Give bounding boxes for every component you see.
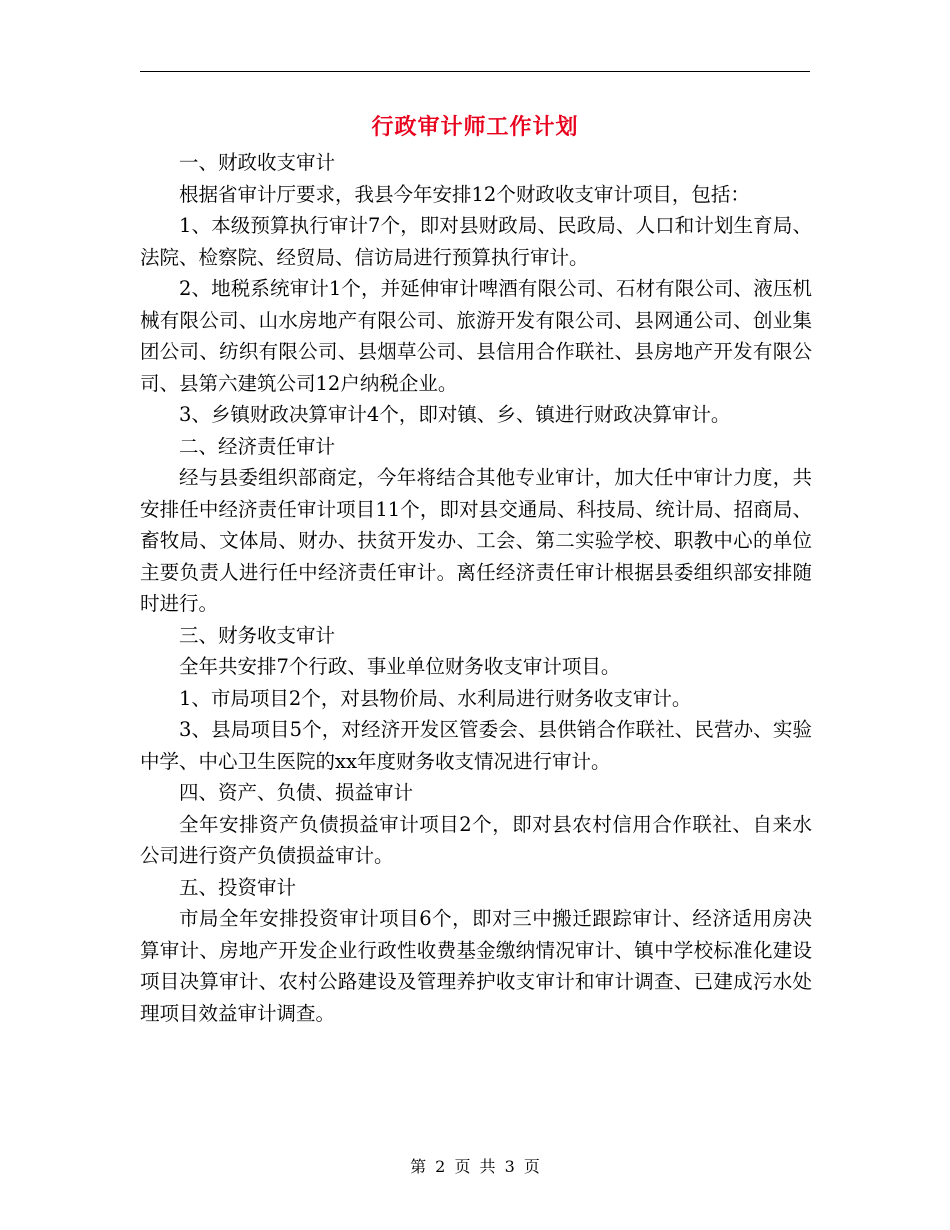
section-heading-assets: 四、资产、负债、损益审计 bbox=[179, 781, 414, 804]
section-heading-fiscal: 一、财政收支审计 bbox=[179, 151, 336, 174]
paragraph: 3、乡镇财政决算审计4个，即对镇、乡、镇进行财政决算审计。 bbox=[179, 403, 731, 426]
header-rule bbox=[140, 71, 810, 72]
paragraph: 全年共安排7个行政、事业单位财务收支审计项目。 bbox=[179, 655, 621, 678]
paragraph: 1、市局项目2个，对县物价局、水利局进行财务收支审计。 bbox=[179, 686, 692, 710]
document-title: 行政审计师工作计划 bbox=[371, 115, 579, 140]
paragraph: 经与县委组织部商定，今年将结合其他专业审计，加大任中审计力度，共安排任中经济责任审计项目11个，即对县交通局、科技局、统计局、招商局、畜牧局、文体局、财办、扶贫开发办、工会、第二实验学校、职教中心的单位主要负责人进行任中经济责任审计。离任经济责任审计根据县委组织部安排随时进行。 bbox=[140, 466, 812, 615]
document-body bbox=[140, 147, 812, 1029]
paragraph: 根据省审计厅要求，我县今年安排12个财政收支审计项目，包括： bbox=[179, 182, 750, 206]
section-heading-economic-responsibility: 二、经济责任审计 bbox=[179, 434, 336, 458]
section-heading-investment: 五、投资审计 bbox=[179, 875, 297, 899]
paragraph: 2、地税系统审计1个，并延伸审计啤酒有限公司、石材有限公司、液压机械有限公司、山水房地产有限公司、旅游开发有限公司、县网通公司、创业集团公司、纺织有限公司、县烟草公司、县信用合作联社、县房地产开发有限公司、县第六建筑公司12户纳税企业。 bbox=[140, 277, 812, 395]
paragraph: 全年安排资产负债损益审计项目2个，即对县农村信用合作联社、自来水公司进行资产负债损益审计。 bbox=[140, 812, 812, 867]
paragraph: 1、本级预算执行审计7个，即对县财政局、民政局、人口和计划生育局、法院、检察院、经贸局、信访局进行预算执行审计。 bbox=[140, 214, 812, 269]
paragraph: 市局全年安排投资审计项目6个，即对三中搬迁跟踪审计、经济适用房决算审计、房地产开发企业行政性收费基金缴纳情况审计、镇中学校标准化建设项目决算审计、农村公路建设及管理养护收支审计和审计调查、已建成污水处理项目效益审计调查。 bbox=[140, 907, 812, 1025]
paragraph: 3、县局项目5个，对经济开发区管委会、县供销合作联社、民营办、实验中学、中心卫生医院的xx年度财务收支情况进行审计。 bbox=[140, 718, 812, 773]
section-heading-financial: 三、财务收支审计 bbox=[179, 623, 336, 647]
page-footer: 第 2 页 共 3 页 bbox=[410, 1157, 540, 1176]
